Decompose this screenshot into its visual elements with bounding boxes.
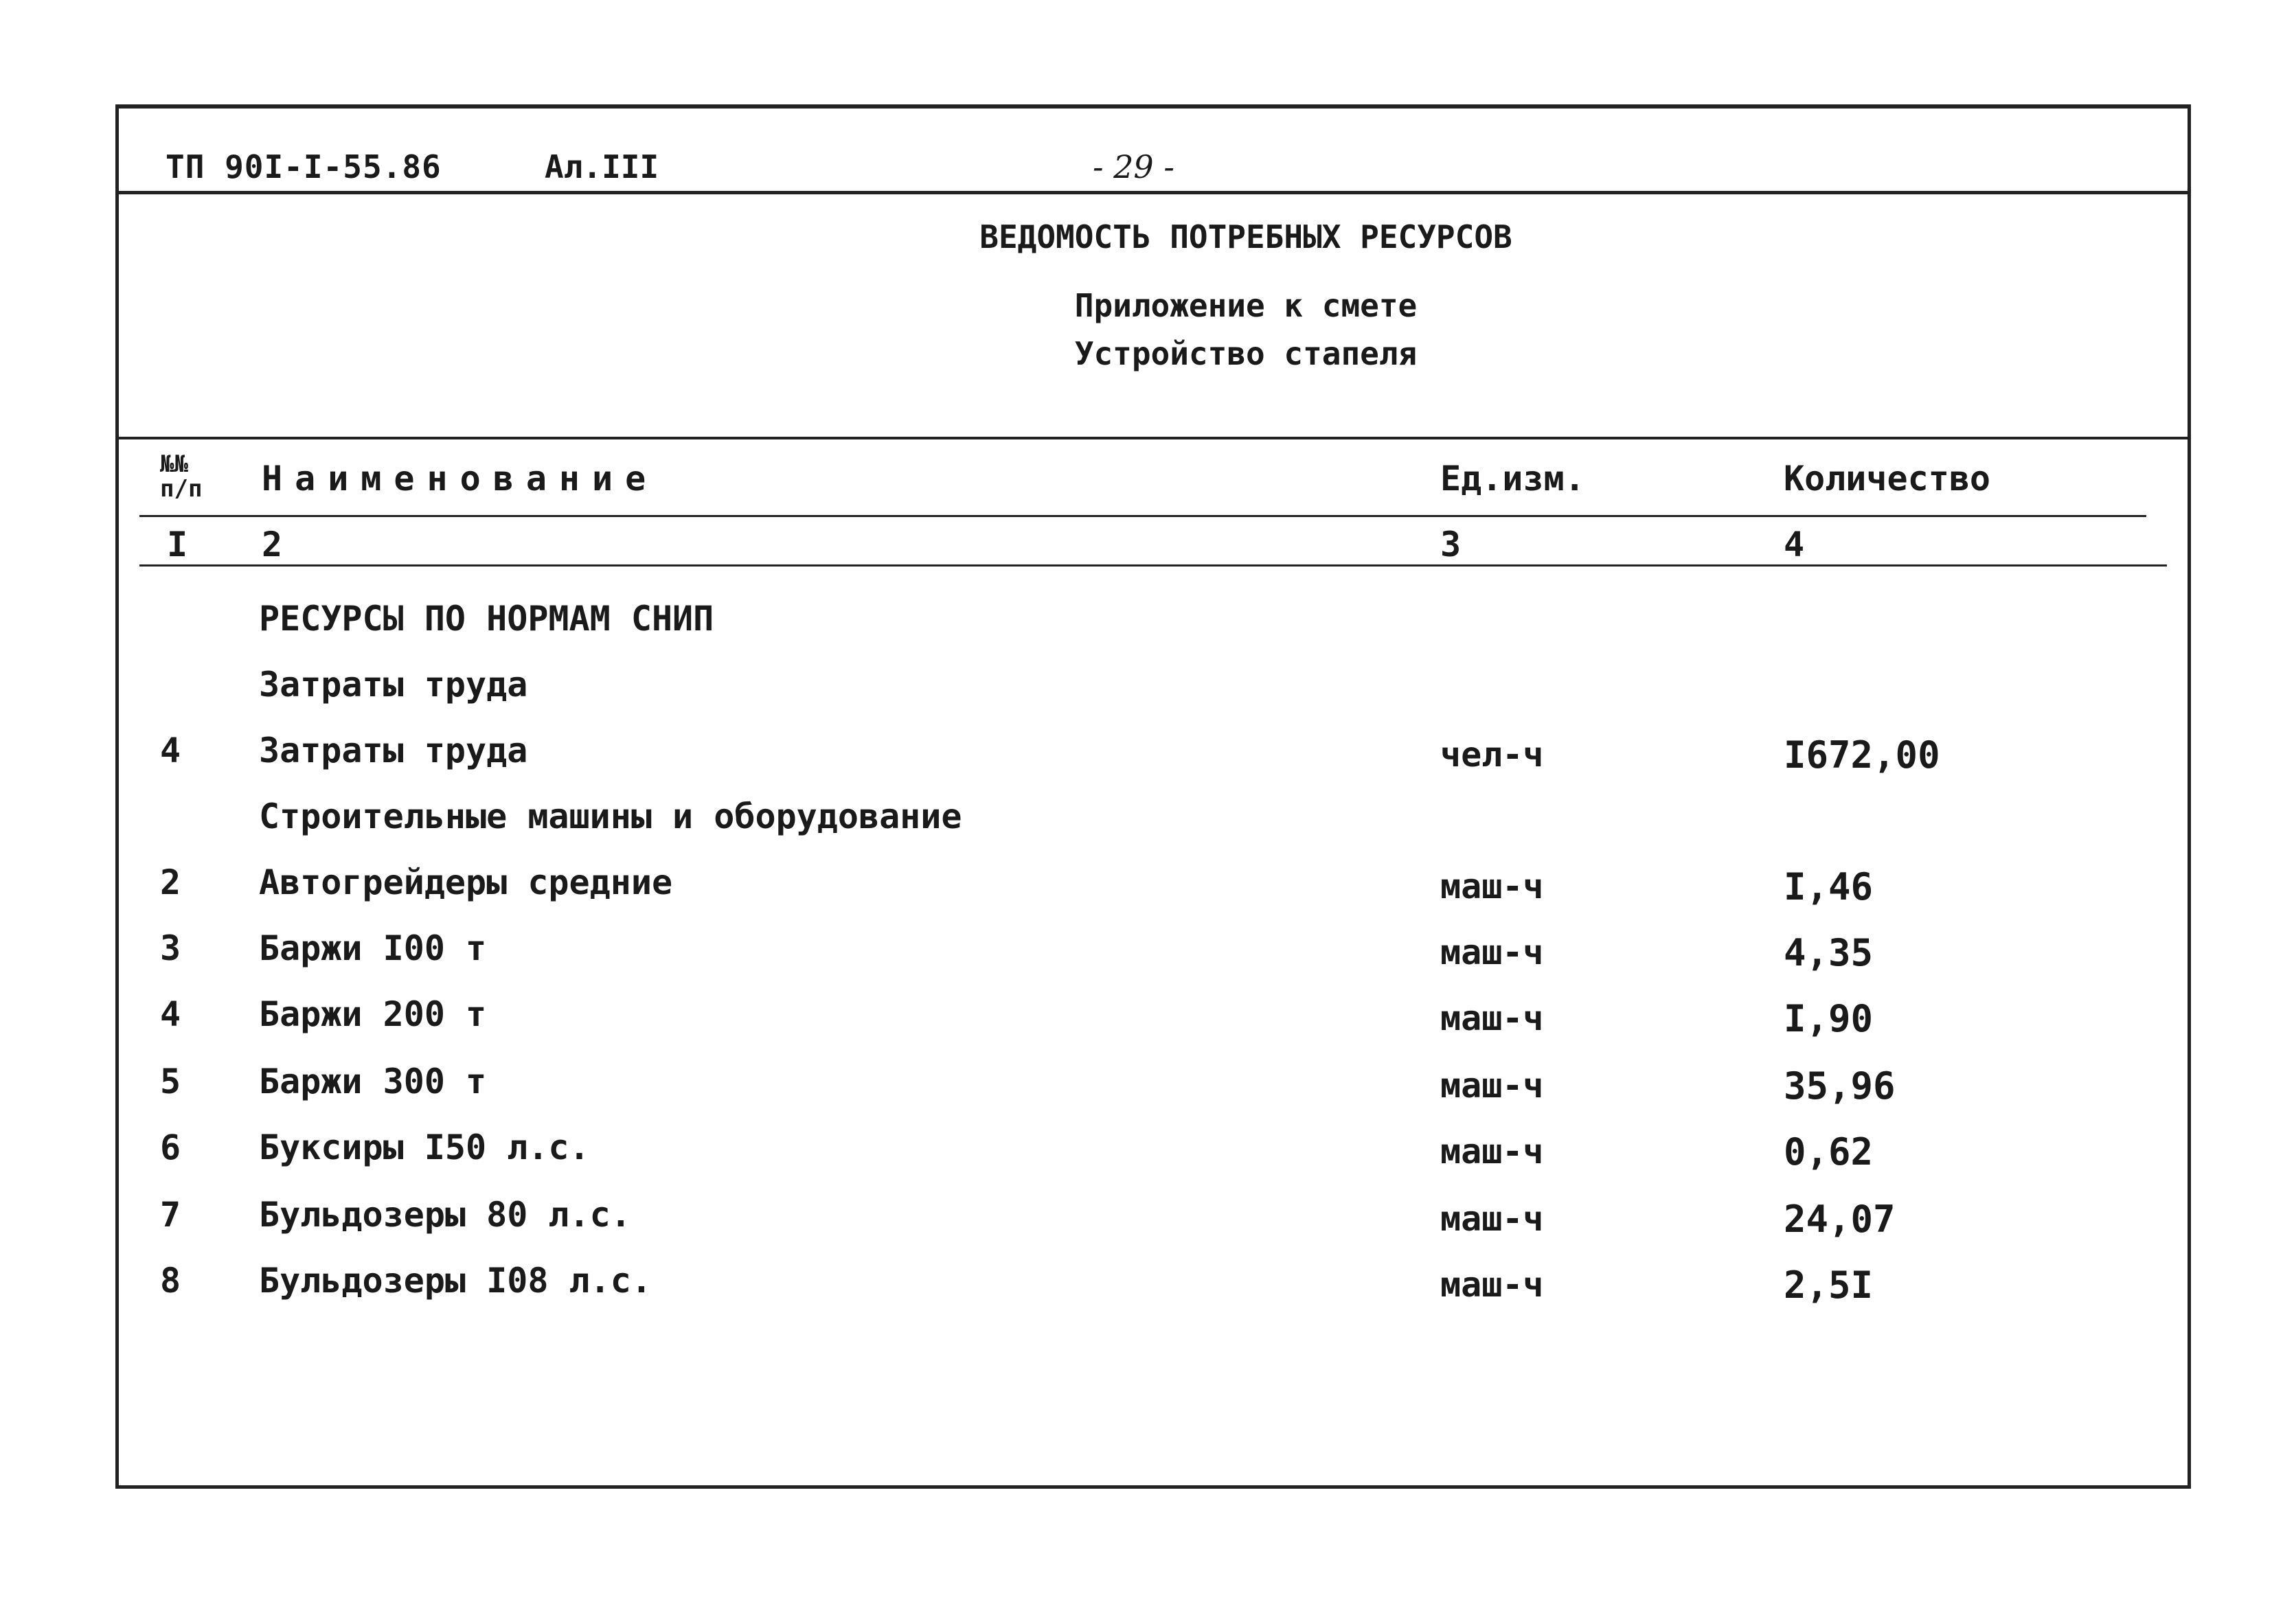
table-row (119, 797, 2194, 851)
document-subtitle-appendix: Приложение к смете (1074, 287, 1418, 324)
row-number: 3 (160, 928, 181, 968)
table-row (119, 1062, 2194, 1117)
row-number: 2 (160, 862, 181, 902)
row-name: Баржи I00 т (259, 928, 487, 968)
album-label: Ал.III (545, 148, 659, 185)
table-row (119, 1261, 2194, 1316)
row-number: 5 (160, 1062, 181, 1101)
column-number-rule (139, 564, 2167, 567)
column-header-number: №№ п/п (160, 450, 203, 503)
table-row (119, 928, 2194, 983)
row-number: 7 (160, 1195, 181, 1235)
document-sheet (115, 104, 2191, 1489)
row-unit: маш-ч (1440, 1132, 1544, 1171)
row-name: Баржи 300 т (259, 1062, 487, 1101)
document-code: ТП 90I-I-55.86 (166, 148, 442, 185)
row-quantity: I,90 (1784, 997, 1874, 1040)
row-name: Бульдозеры I08 л.с. (259, 1261, 652, 1301)
row-name: Затраты труда (259, 731, 528, 770)
column-number-4: 4 (1784, 525, 1805, 564)
table-row (119, 862, 2194, 917)
row-unit: маш-ч (1440, 1066, 1544, 1106)
header-rule (139, 515, 2146, 517)
row-name: РЕСУРСЫ ПО НОРМАМ СНИП (259, 599, 714, 639)
row-unit: маш-ч (1440, 867, 1544, 906)
row-unit: маш-ч (1440, 998, 1544, 1038)
column-header-quantity: Количество (1784, 459, 1991, 499)
document-subtitle-object: Устройство стапеля (1074, 335, 1418, 372)
row-name: Баржи 200 т (259, 994, 487, 1034)
row-number: 6 (160, 1128, 181, 1167)
row-name: Буксиры I50 л.с. (259, 1128, 590, 1167)
column-number-3: 3 (1440, 525, 1462, 564)
row-number: 4 (160, 994, 181, 1034)
row-quantity: I672,00 (1784, 733, 1940, 777)
table-top-divider (119, 437, 2188, 439)
column-number-1: I (167, 525, 188, 564)
row-unit: маш-ч (1440, 1199, 1544, 1239)
column-header-name: Наименование (262, 459, 659, 499)
table-row (119, 599, 2194, 654)
row-number: 8 (160, 1261, 181, 1301)
row-unit: маш-ч (1440, 933, 1544, 972)
column-header-unit: Ед.изм. (1440, 459, 1585, 499)
row-quantity: 4,35 (1784, 931, 1874, 974)
row-number: 4 (160, 731, 181, 770)
table-row (119, 1195, 2194, 1250)
row-unit: чел-ч (1440, 735, 1544, 775)
page-number: - 29 - (1093, 148, 1174, 185)
document-title: ВЕДОМОСТЬ ПОТРЕБНЫХ РЕСУРСОВ (979, 218, 1512, 255)
row-name: Затраты труда (259, 665, 528, 705)
row-name: Автогрейдеры средние (259, 862, 673, 902)
row-quantity: 0,62 (1784, 1130, 1874, 1174)
table-row (119, 994, 2194, 1049)
row-quantity: I,46 (1784, 865, 1874, 908)
row-name: Строительные машины и оборудование (259, 797, 962, 836)
table-row (119, 731, 2194, 786)
table-row (119, 1128, 2194, 1182)
header-divider (119, 191, 2188, 194)
row-name: Бульдозеры 80 л.с. (259, 1195, 631, 1235)
table-row (119, 665, 2194, 720)
row-quantity: 2,5I (1784, 1263, 1874, 1307)
row-unit: маш-ч (1440, 1265, 1544, 1305)
row-quantity: 24,07 (1784, 1198, 1896, 1241)
column-number-2: 2 (262, 525, 283, 564)
row-quantity: 35,96 (1784, 1064, 1896, 1108)
